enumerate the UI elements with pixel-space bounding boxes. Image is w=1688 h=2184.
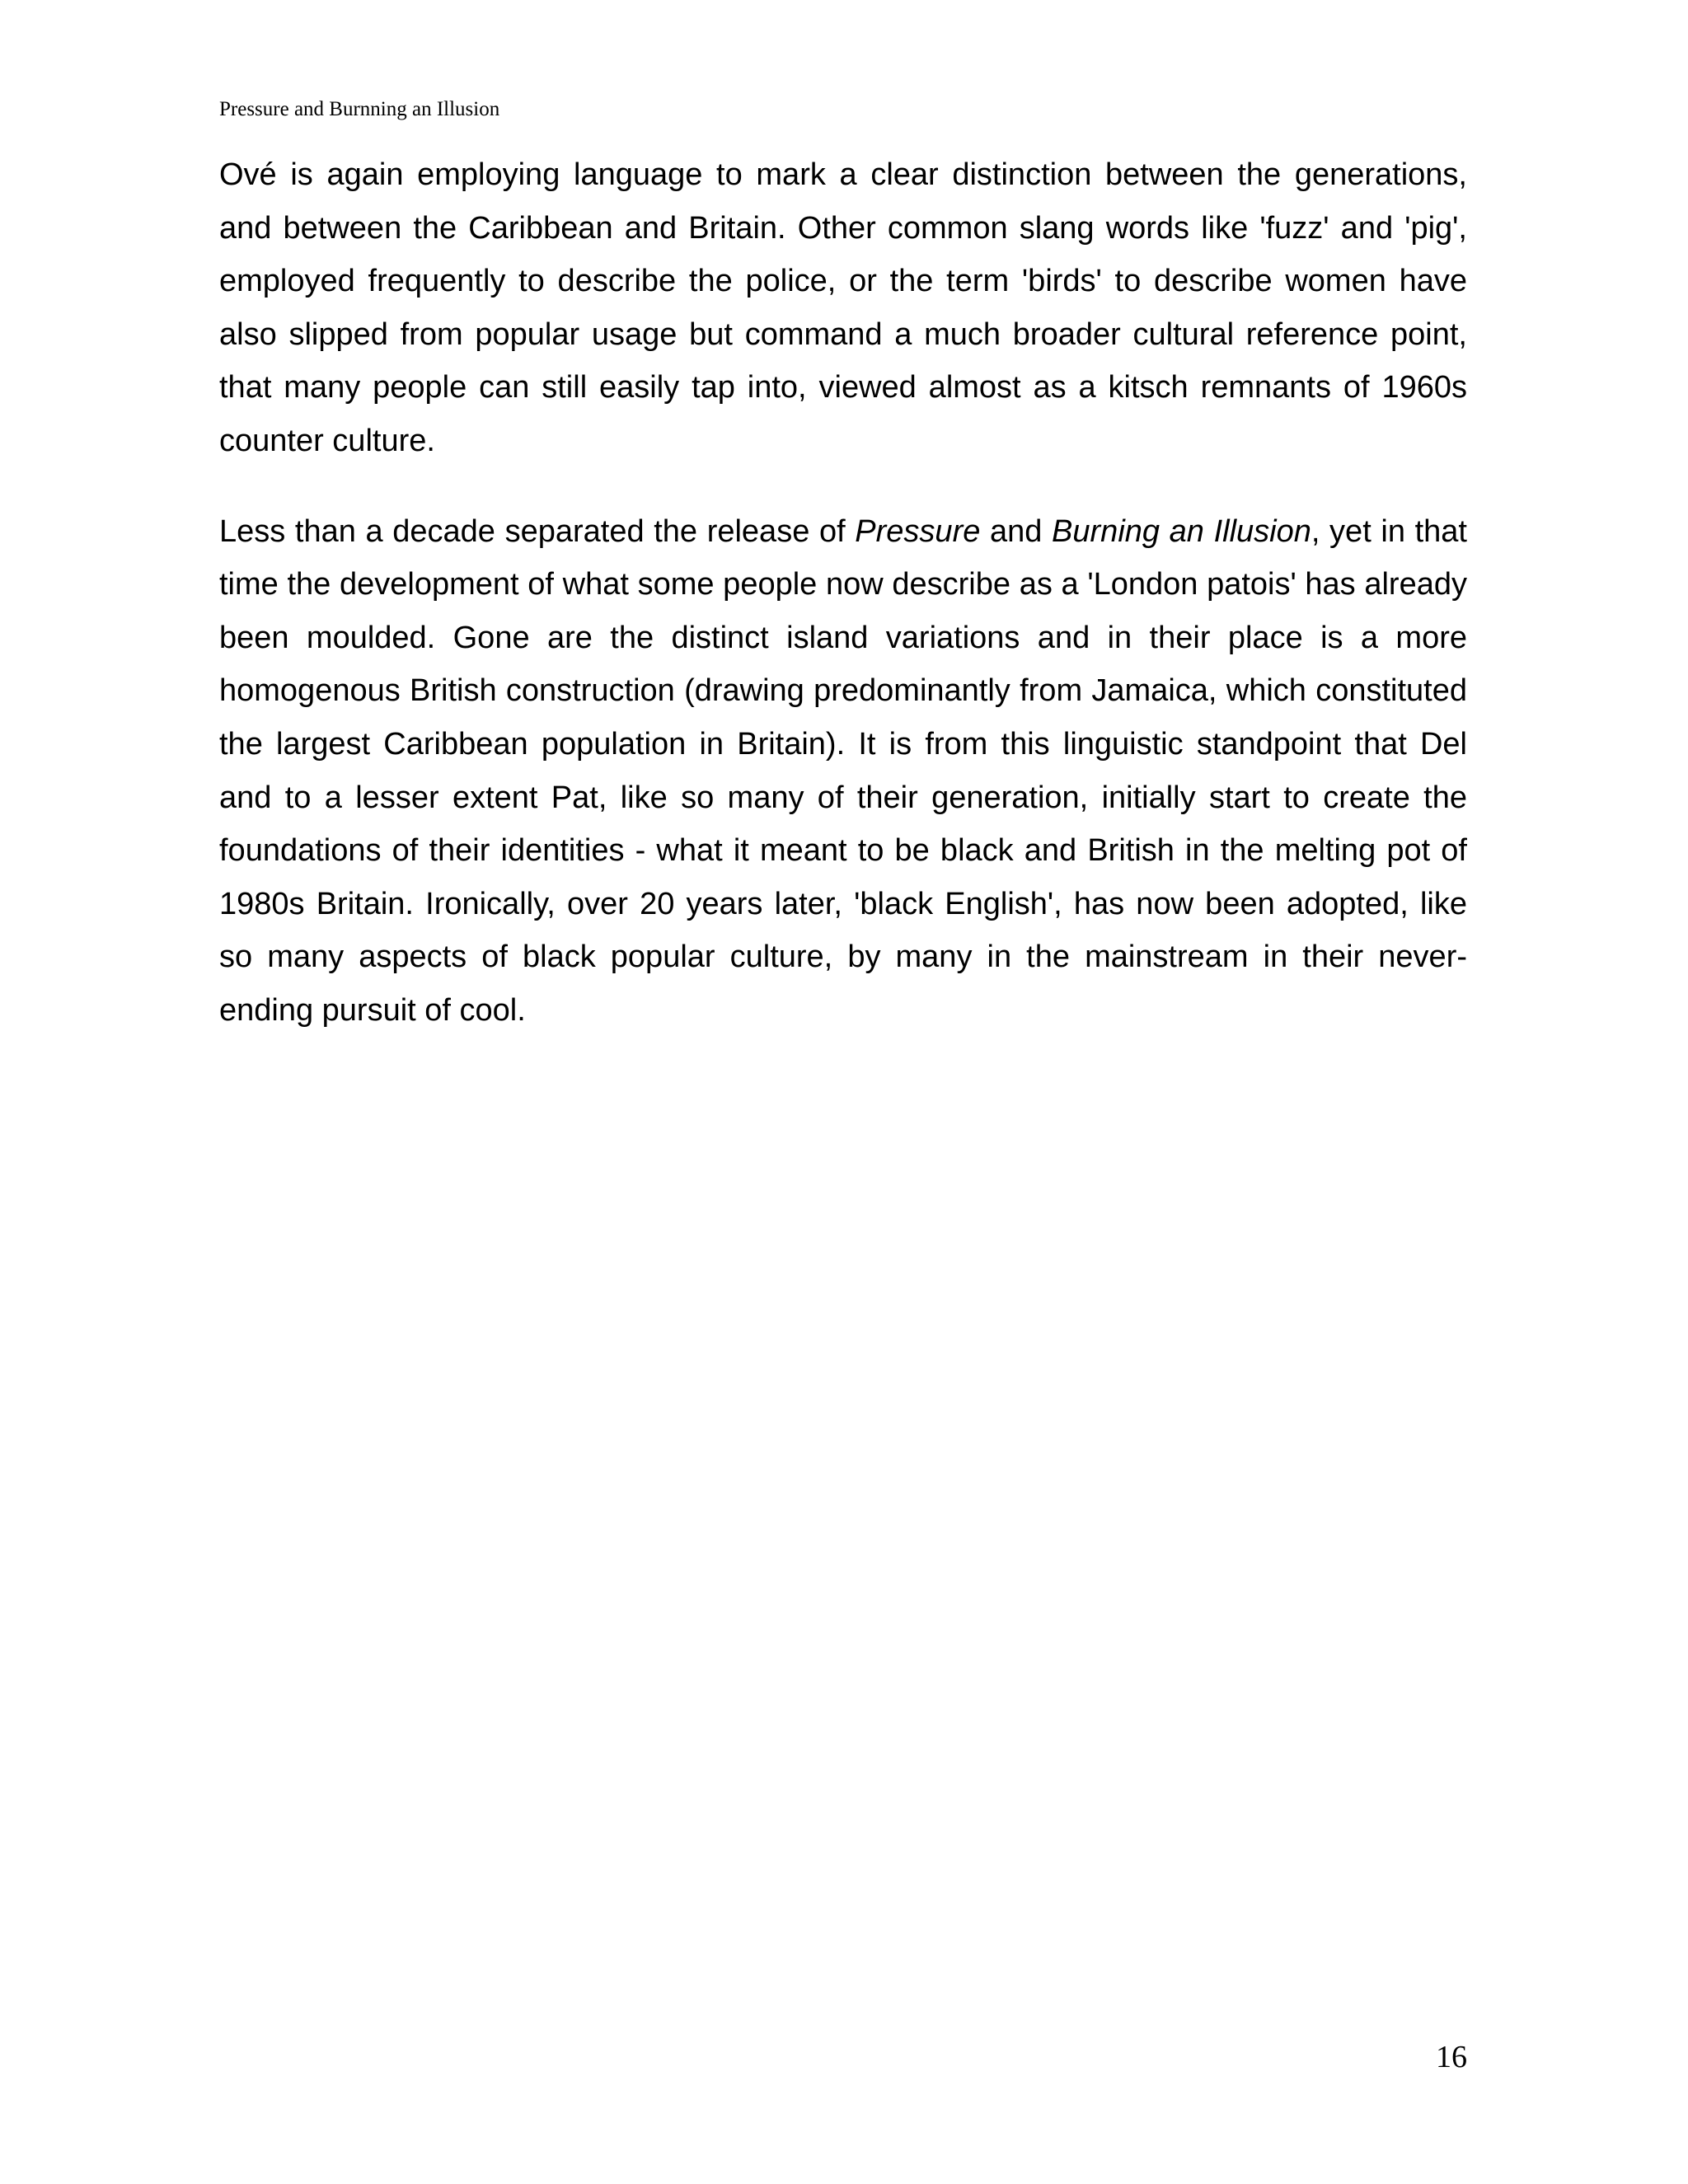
paragraph-1: Ové is again employing language to mark a clear distinction between the generations, and between the Caribbean and Britain. Other common slang words like 'fuzz' and 'pig', employed frequently to describe the police, or the term 'birds' to describe women have also slipped from popular usage but command a much broader cultural reference point, that many people can still easily tap into, viewed almost as a kitsch remnants of 1960s counter culture. (219, 157, 1467, 458)
page-number: 16 (1436, 2040, 1467, 2074)
film-title-burning-an-illusion: Burning an Illusion (1052, 513, 1311, 549)
paragraph-2-part-3: , yet in that time the development of what some people now describe as a 'London patois' has already been moulded. Gone are the distinct island variations and in their place is a more homogenous British construction (drawing predominantly from Jamaica, which constituted the largest Caribbean population in Britain). It is from this linguistic standpoint that Del and to a lesser extent Pat, like so many of their generation, initially start to create the foundations of their identities - what it meant to be black and British in the melting pot of 1980s Britain. Ironically, over 20 years later, 'black English', has now been adopted, like so many aspects of black popular culture, by many in the mainstream in their never-ending pursuit of cool. (219, 513, 1467, 1028)
running-header: Pressure and Burnning an Illusion (219, 98, 500, 120)
film-title-pressure: Pressure (855, 513, 981, 549)
paragraph-2-part-1: Less than a decade separated the release of (219, 513, 856, 549)
paragraph-2 (219, 505, 1467, 1038)
body-text (219, 148, 1467, 1038)
paragraph-2-part-2: and (980, 513, 1053, 549)
